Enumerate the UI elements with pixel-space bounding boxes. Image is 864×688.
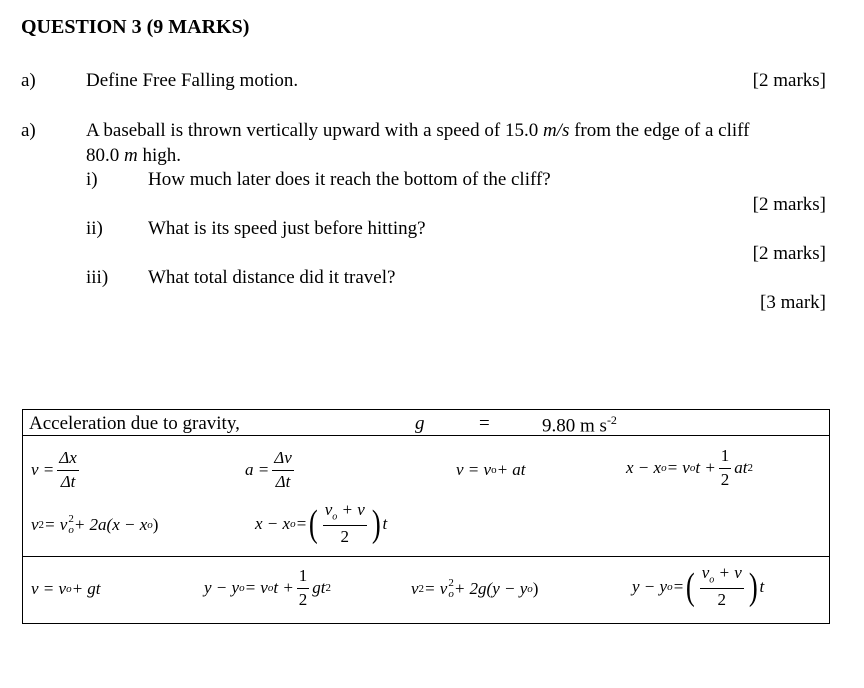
formula-divider-top (23, 435, 829, 436)
gravity-symbol: g (415, 413, 425, 434)
formula-displacement-time: x − x o = v o t + $\frac{1}{2}$ at 2 (626, 445, 754, 489)
question-a-text: Define Free Falling motion. (86, 70, 299, 91)
gravity-equals: = (479, 413, 490, 434)
question-a-marks: [2 marks] (752, 70, 826, 91)
formula-acceleration-def: a = $\frac{\Delta v}{\Delta t}$ (245, 447, 292, 491)
formula-velocity-squared-x: v 2 = v 2 o + 2a(x − x o ) (31, 513, 159, 536)
part-iii-text: What total distance did it travel? (148, 267, 396, 288)
part-iii-number: iii) (86, 267, 109, 288)
part-ii-text: What is its speed just before hitting? (148, 218, 426, 239)
gravity-value: 9.80 m $s^{-2}$ (542, 413, 617, 437)
gravity-label: Acceleration due to gravity, (29, 413, 240, 434)
part-iii-marks: [3 mark] (760, 292, 826, 313)
part-i-number: i) (86, 169, 98, 190)
formula-average-velocity-y: y − y o = ( $\frac{v_o + v}{2}$ ) t (632, 563, 765, 609)
formula-velocity-squared-y: v 2 = v 2 o + 2g(y − y o ) (411, 577, 539, 600)
formula-velocity-gravity: v = v o + gt (31, 579, 101, 598)
formula-velocity-time: v = v o + at (456, 460, 526, 479)
question-title: QUESTION 3 (9 MARKS) (21, 16, 250, 38)
question-b-line2: 80.0 m high. (86, 145, 182, 166)
formula-box (22, 409, 830, 624)
part-ii-number: ii) (86, 218, 103, 239)
question-a-label: a) (21, 70, 36, 91)
question-b-label: a) (21, 120, 36, 141)
formula-height-time: y − y o = v o t + $\frac{1}{2}$ gt 2 (204, 565, 332, 609)
formula-average-velocity-x: x − x o = ( $\frac{v_o + v}{2}$ ) t (255, 500, 388, 546)
formula-velocity-def: v = $\frac{\Delta x}{\Delta t}$ (31, 447, 77, 491)
formula-divider-bottom (23, 556, 829, 557)
part-i-marks: [2 marks] (752, 194, 826, 215)
part-ii-marks: [2 marks] (752, 243, 826, 264)
part-i-text: How much later does it reach the bottom of the cliff? (148, 169, 551, 190)
question-b-line1: A baseball is thrown vertically upward with a speed of 15.0 m/s from the edge of a cliff (86, 120, 750, 141)
